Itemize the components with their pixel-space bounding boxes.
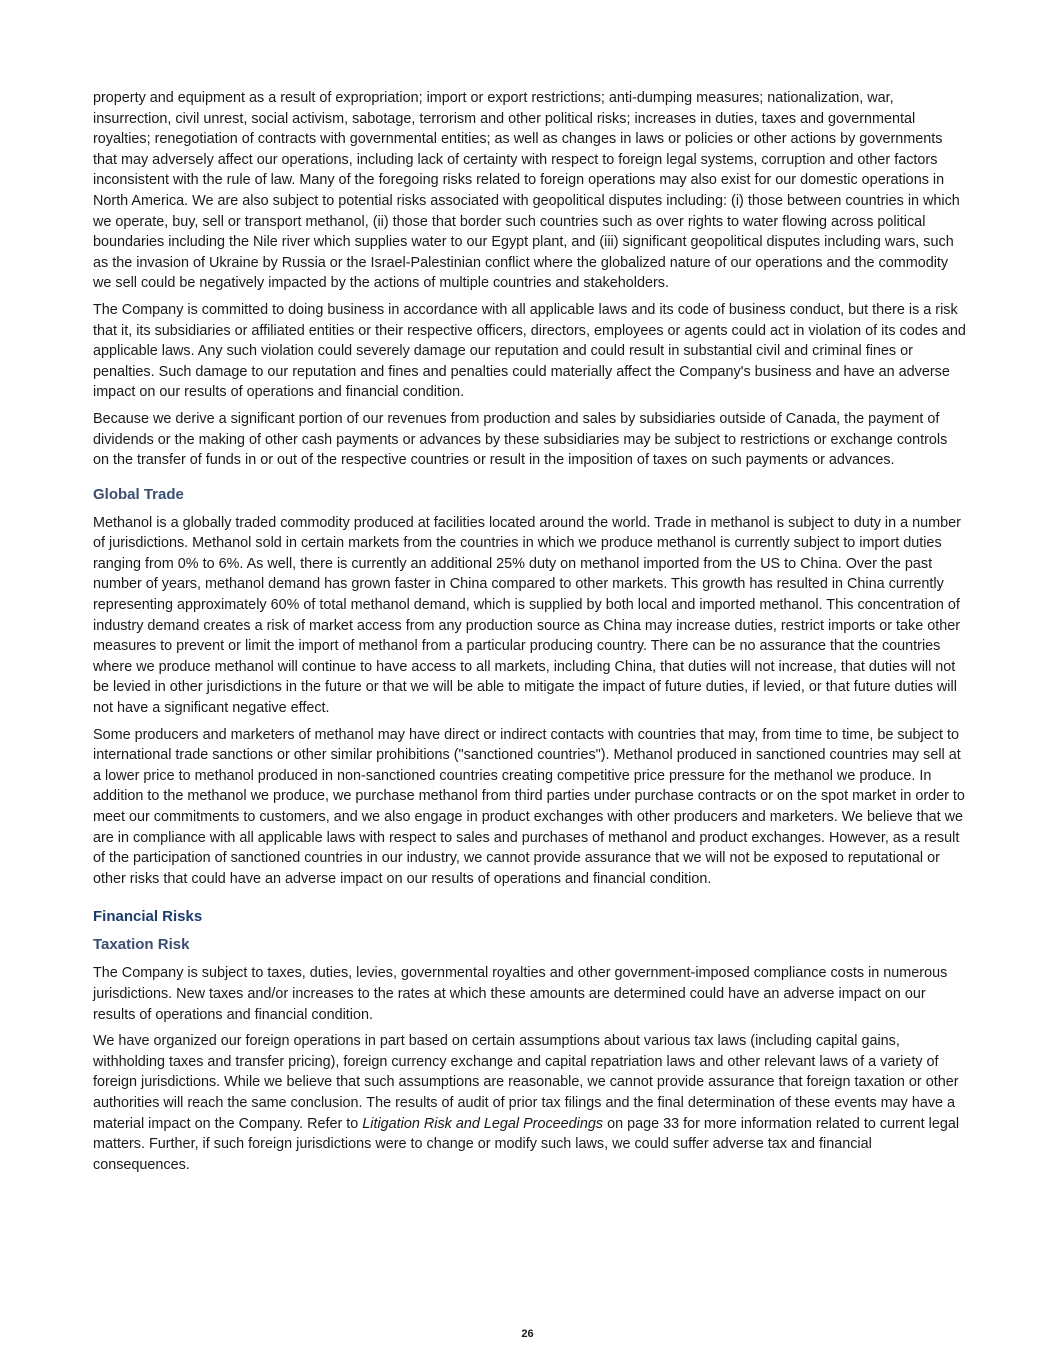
global-trade-heading: Global Trade	[93, 485, 184, 503]
intro-paragraph-3: Because we derive a significant portion of our revenues from production and sales by subsidiaries outside of Canada, the payment of dividends or the making of other cash payments or advances by these subsidiaries may be subject to restrictions or exchange controls on the transfer of funds in or out of the respective countries or result in the imposition of taxes on such payments or advances.	[93, 410, 948, 469]
litigation-risk-reference: Litigation Risk and Legal Proceedings	[362, 1115, 604, 1132]
intro-paragraph-2: The Company is committed to doing business in accordance with all applicable laws and its code of business conduct, but there is a risk that it, its subsidiaries or affiliated entities or their respective officers, directors, employees or agents could act in violation of its codes and applicable laws. Any such violation could severely damage our reputation and could result in substantial civil and criminal fines or penalties. Such damage to our reputation and fines and penalties could materially affect the Company's business and have an adverse impact on our results of operations and financial condition.	[93, 301, 966, 401]
intro-paragraph-1: property and equipment as a result of expropriation; import or export restrictions; anti-dumping measures; nationalization, war, insurrection, civil unrest, social activism, sabotage, terrorism and other political risks; increases in duties, taxes and governmental royalties; renegotiation of contracts with governmental entities; as well as changes in laws or policies or other actions by governments that may adversely affect our operations, including lack of certainty with respect to foreign legal systems, corruption and other factors inconsistent with the rule of law. Many of the foregoing risks related to foreign operations may also exist for our domestic operations in North America. We are also subject to potential risks associated with geopolitical disputes including: (i) those between countries in which we operate, buy, sell or transport methanol, (ii) those that border such countries such as over rights to water flowing across political boundaries including the Nile river which supplies water to our Egypt plant, and (iii) significant geopolitical disputes including wars, such as the invasion of Ukraine by Russia or the Israel-Palestinian conflict where the globalized nature of our operations and the commodity we sell could be negatively impacted by the actions of multiple countries and stakeholders.	[93, 90, 960, 292]
document-body	[93, 88, 966, 1181]
taxation-risk-paragraph-2-start: We have organized our foreign operations in part based on certain assumptions about various tax laws (including capital gains, withholding taxes and transfer pricing), foreign currency exchange and capital repatriation laws and other relevant laws of a variety of foreign jurisdictions. While we believe that such assumptions are reasonable, we cannot provide assurance that foreign taxation or other authorities will reach the same conclusion. The results of audit of prior tax filings and the final determination of these events may have a material impact on the Company. Refer to	[93, 1033, 959, 1132]
taxation-risk-paragraph-2-end: on page 33 for more information related to current legal matters. Further, if such foreign jurisdictions were to change or modify such laws, we could suffer adverse tax and financial consequences.	[93, 1115, 960, 1173]
taxation-risk-paragraph-1: The Company is subject to taxes, duties, levies, governmental royalties and other government-imposed compliance costs in numerous jurisdictions. New taxes and/or increases to the rates at which these amounts are determined could have an adverse impact on our results of operations and financial condition.	[93, 965, 948, 1023]
financial-risks-heading: Financial Risks	[93, 908, 203, 926]
taxation-risk-paragraph-2	[93, 1031, 966, 1175]
taxation-risk-heading: Taxation Risk	[93, 936, 190, 954]
global-trade-paragraph-2: Some producers and marketers of methanol may have direct or indirect contacts with countries that may, from time to time, be subject to international trade sanctions or other similar prohibitions ("sanctioned countries"). Methanol produced in sanctioned countries may sell at a lower price to methanol produced in non-sanctioned countries creating competitive price pressure for the methanol we produce. In addition to the methanol we produce, we purchase methanol from third parties under purchase contracts or on the spot market in order to meet our commitments to customers, and we also engage in product exchanges with other producers and marketers. We believe that we are in compliance with all applicable laws with respect to sales and purchases of methanol and product exchanges. However, as a result of the participation of sanctioned countries in our industry, we cannot provide assurance that we will not be exposed to reputational or other risks that could have an adverse impact on our results of operations and financial condition.	[93, 726, 965, 887]
global-trade-paragraph-1: Methanol is a globally traded commodity produced at facilities located around the world. Trade in methanol is subject to duty in a number of jurisdictions. Methanol sold in certain markets from the countries in which we produce methanol is currently subject to import duties ranging from 0% to 6%. As well, there is currently an additional 25% duty on methanol imported from the US to China. Over the past number of years, methanol demand has grown faster in China compared to other markets. This growth has resulted in China currently representing approximately 60% of total methanol demand, which is supplied by both local and imported methanol. This concentration of industry demand creates a risk of market access from any production source as China may increase duties, restrict imports or take other measures to prevent or limit the import of methanol from a particular producing country. There can be no assurance that the countries where we produce methanol will continue to have access to all markets, including China, that duties will not increase, that duties will not be levied in other jurisdictions in the future or that we will be able to mitigate the impact of future duties, if levied, or that future duties will not have a significant negative effect.	[93, 514, 961, 717]
page-number: 26	[521, 1328, 534, 1340]
